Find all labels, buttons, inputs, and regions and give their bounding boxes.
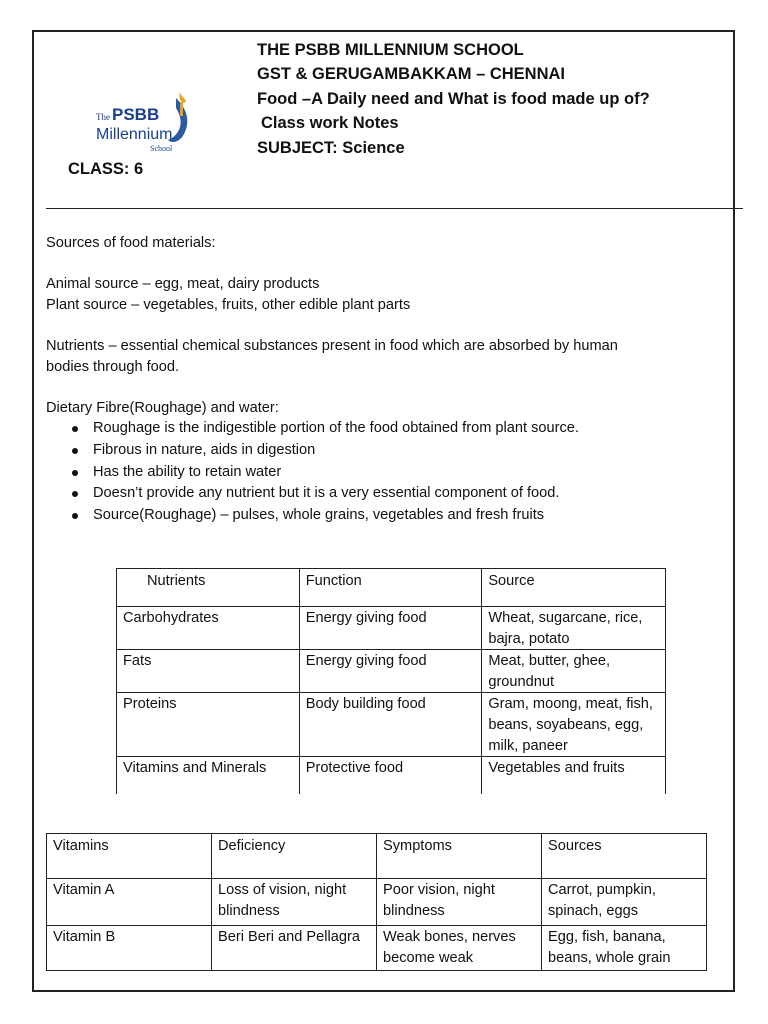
subject-label: SUBJECT: Science bbox=[257, 138, 405, 157]
table-cell: Fats bbox=[117, 650, 300, 693]
list-item: Source(Roughage) – pulses, whole grains, vegetables and fresh fruits bbox=[93, 505, 726, 527]
logo-text-millennium: Millennium bbox=[96, 126, 173, 143]
table-cell: Loss of vision, night blindness bbox=[212, 879, 377, 926]
plant-source-line: Plant source – vegetables, fruits, other edible plant parts bbox=[46, 296, 411, 313]
logo-text-school: School bbox=[150, 144, 173, 153]
fibre-heading: Dietary Fibre(Roughage) and water: bbox=[46, 399, 279, 416]
document-header bbox=[257, 38, 650, 160]
logo-text-the: The bbox=[96, 112, 110, 122]
table-row bbox=[47, 926, 707, 971]
vitamins-table bbox=[46, 833, 707, 971]
table-row bbox=[117, 757, 666, 794]
table-cell: Vegetables and fruits bbox=[482, 757, 666, 794]
sources-heading: Sources of food materials: bbox=[46, 235, 216, 251]
logo-text-psbb: PSBB bbox=[112, 105, 160, 124]
header-cell-nutrients: Nutrients bbox=[117, 569, 300, 607]
table-row bbox=[117, 650, 666, 693]
header-divider bbox=[46, 208, 743, 209]
school-name: THE PSBB MILLENNIUM SCHOOL bbox=[257, 41, 524, 59]
table-cell: Egg, fish, banana, beans, whole grain bbox=[542, 926, 707, 971]
header-cell-source: Source bbox=[482, 569, 666, 607]
torch-swirl-icon bbox=[92, 84, 202, 158]
nutrients-definition-line-2: bodies through food. bbox=[46, 358, 180, 375]
fibre-bullet-list bbox=[46, 418, 726, 527]
nutrients-definition-line-1: Nutrients – essential chemical substances present in food which are absorbed by human bbox=[46, 337, 618, 354]
notes-body bbox=[46, 233, 726, 527]
table-cell: Proteins bbox=[117, 693, 300, 757]
table-header-row bbox=[117, 569, 666, 607]
header-cell-deficiency: Deficiency bbox=[212, 834, 377, 879]
table-cell: Vitamins and Minerals bbox=[117, 757, 300, 794]
school-location: GST & GERUGAMBAKKAM – CHENNAI bbox=[257, 65, 566, 84]
table-cell: Carrot, pumpkin, spinach, eggs bbox=[542, 879, 707, 926]
table-cell: Energy giving food bbox=[299, 607, 482, 650]
table-cell: Vitamin B bbox=[47, 926, 212, 971]
table-cell: Poor vision, night blindness bbox=[377, 879, 542, 926]
class-label: CLASS: 6 bbox=[68, 160, 144, 178]
table-cell: Gram, moong, meat, fish, beans, soyabeans, egg, milk, paneer bbox=[482, 693, 666, 757]
header-cell-symptoms: Symptoms bbox=[377, 834, 542, 879]
table-row bbox=[117, 693, 666, 757]
table-cell: Body building food bbox=[299, 693, 482, 757]
list-item: Fibrous in nature, aids in digestion bbox=[93, 440, 726, 462]
table-row bbox=[117, 607, 666, 650]
table-cell: Carbohydrates bbox=[117, 607, 300, 650]
list-item: Roughage is the indigestible portion of the food obtained from plant source. bbox=[93, 418, 726, 440]
table-cell: Weak bones, nerves become weak bbox=[377, 926, 542, 971]
header-cell-function: Function bbox=[299, 569, 482, 607]
notes-type: Class work Notes bbox=[261, 114, 399, 133]
table-cell: Vitamin A bbox=[47, 879, 212, 926]
list-item: Doesn’t provide any nutrient but it is a very essential component of food. bbox=[93, 483, 726, 505]
header-cell-sources: Sources bbox=[542, 834, 707, 879]
table-cell: Meat, butter, ghee, groundnut bbox=[482, 650, 666, 693]
table-cell: Beri Beri and Pellagra bbox=[212, 926, 377, 971]
table-cell: Protective food bbox=[299, 757, 482, 794]
school-logo bbox=[92, 84, 202, 158]
table-cell: Wheat, sugarcane, rice, bajra, potato bbox=[482, 607, 666, 650]
topic-title: Food –A Daily need and What is food made up of? bbox=[257, 89, 650, 108]
animal-source-line: Animal source – egg, meat, dairy products bbox=[46, 276, 320, 293]
table-header-row bbox=[47, 834, 707, 879]
header-cell-vitamins: Vitamins bbox=[47, 834, 212, 879]
table-cell: Energy giving food bbox=[299, 650, 482, 693]
nutrients-table bbox=[116, 568, 666, 794]
table-row bbox=[47, 879, 707, 926]
list-item: Has the ability to retain water bbox=[93, 462, 726, 484]
